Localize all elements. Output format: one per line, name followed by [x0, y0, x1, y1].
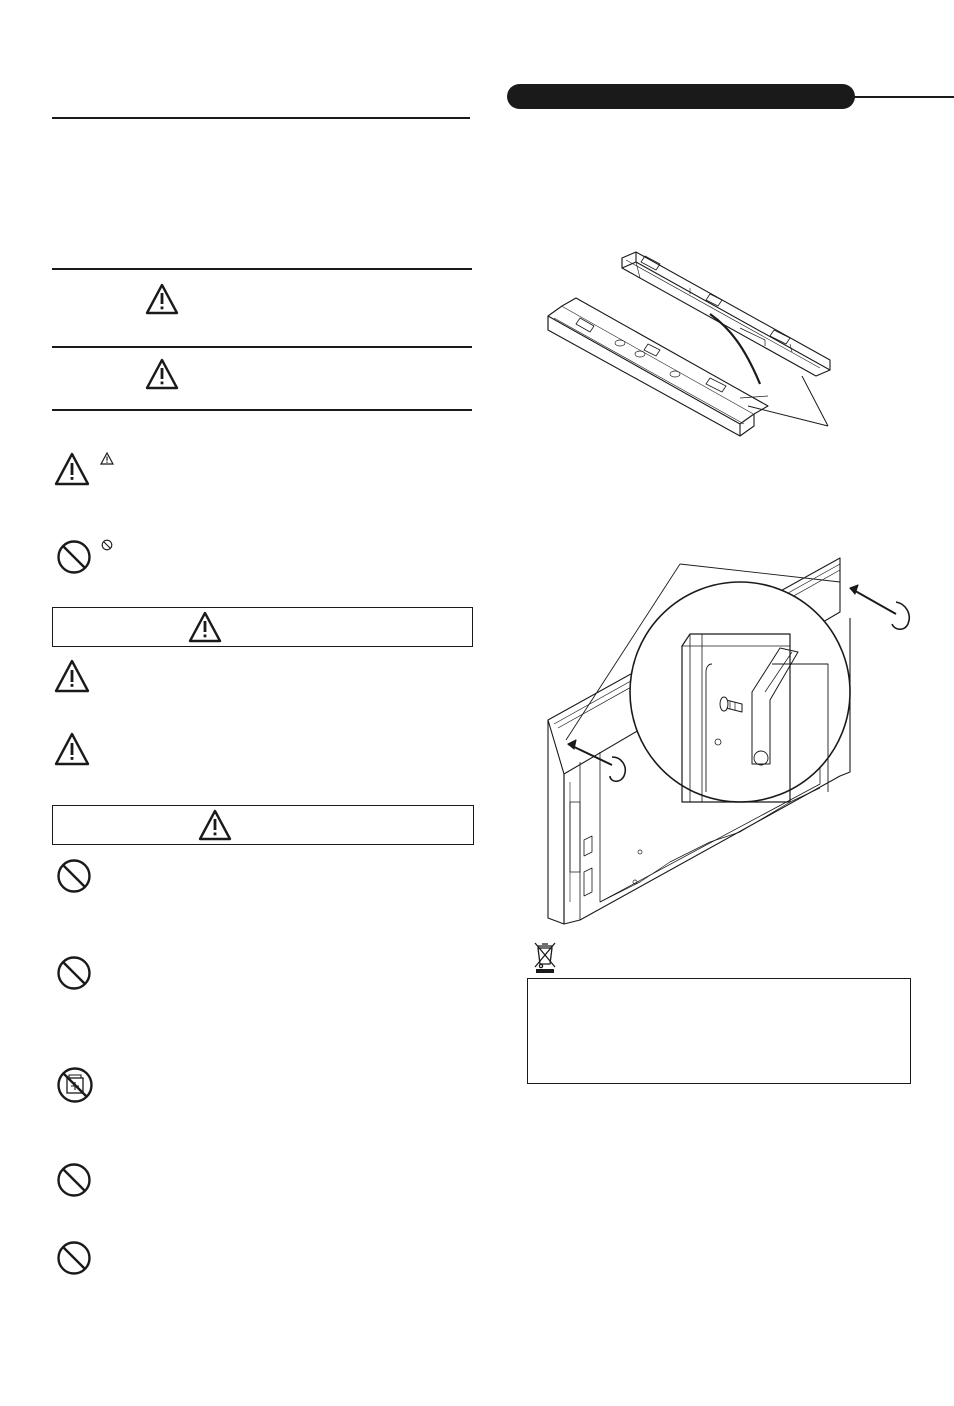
caution-section-header — [52, 805, 474, 845]
table-rule-bottom — [52, 409, 472, 411]
caution-item — [52, 953, 472, 993]
crossed-out-wheelie-bin-icon — [532, 940, 558, 974]
prohibition-icon — [56, 1240, 92, 1276]
caution-item — [52, 1160, 472, 1200]
small-prohibition-icon — [101, 539, 113, 551]
section-banner — [507, 84, 855, 109]
speaker-bars-illustration — [540, 248, 840, 444]
warning-section-header — [52, 607, 473, 647]
heading-rule — [52, 117, 470, 119]
warning-item — [52, 729, 472, 769]
caution-item — [52, 856, 472, 896]
prohibition-icon — [56, 539, 92, 575]
warning-triangle-icon — [188, 611, 222, 643]
warning-triangle-icon — [54, 452, 90, 486]
prohibition-icon — [56, 1162, 92, 1198]
warning-item — [52, 656, 472, 696]
section-banner-tail-rule — [848, 96, 954, 98]
legend-item-prohibition — [52, 536, 472, 580]
legend-item-warning — [52, 448, 472, 492]
prohibition-icon — [56, 955, 92, 991]
disposal-notice-box — [527, 978, 911, 1084]
warning-triangle-icon — [54, 659, 90, 693]
warning-triangle-icon — [145, 358, 179, 390]
warning-triangle-icon — [198, 809, 232, 841]
caution-item — [52, 1064, 472, 1106]
warning-triangle-icon — [54, 732, 90, 766]
table-row-caution — [52, 348, 472, 410]
small-warning-triangle-icon — [100, 452, 114, 465]
caution-item — [52, 1238, 472, 1278]
warning-triangle-icon — [145, 283, 179, 315]
prohibition-icon — [56, 858, 92, 894]
table-row-warning — [52, 270, 472, 346]
panel-mounting-illustration — [540, 552, 920, 932]
no-disassembly-icon — [56, 1066, 94, 1104]
